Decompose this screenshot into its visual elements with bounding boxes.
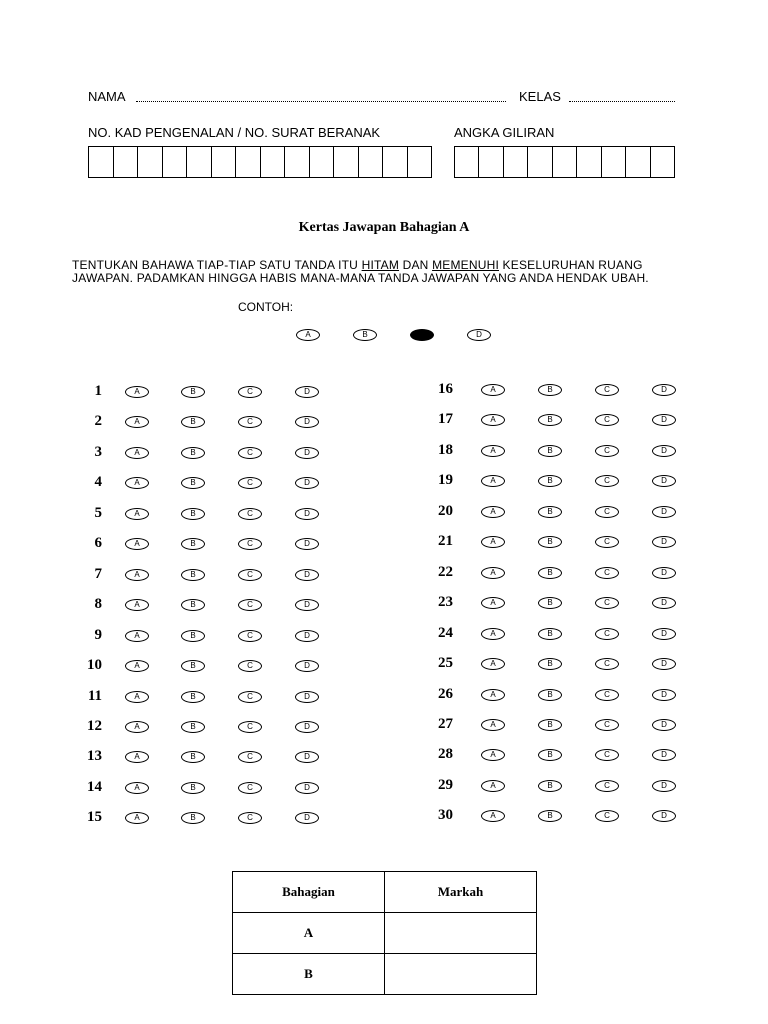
question-number: 27 (438, 716, 453, 732)
answer-bubble-d[interactable]: D (652, 597, 676, 609)
answer-bubble-c[interactable]: C (238, 630, 262, 642)
answer-bubble-a[interactable]: A (481, 597, 505, 609)
question-number: 20 (438, 503, 453, 519)
answer-bubble-b[interactable]: B (538, 719, 562, 731)
question-row (0, 503, 768, 523)
answer-bubble-d[interactable]: D (652, 810, 676, 822)
answer-bubble-b[interactable]: B (181, 751, 205, 763)
answer-bubble-a[interactable]: A (125, 508, 149, 520)
answer-bubble-d[interactable]: D (295, 599, 319, 611)
answer-bubble-a[interactable]: A (125, 569, 149, 581)
answer-bubble-b[interactable]: B (181, 416, 205, 428)
answer-bubble-b[interactable]: B (538, 780, 562, 792)
answer-bubble-a[interactable]: A (125, 447, 149, 459)
question-row (0, 625, 768, 645)
question-row (0, 716, 768, 736)
answer-bubble-c[interactable]: C (238, 569, 262, 581)
answer-bubble-a[interactable]: A (125, 538, 149, 550)
question-number: 18 (438, 442, 453, 458)
answer-bubble-d[interactable]: D (295, 721, 319, 733)
question-row (0, 777, 768, 797)
answer-bubble-b[interactable]: B (538, 658, 562, 670)
answer-bubble-d[interactable]: D (652, 445, 676, 457)
question-number: 15 (87, 809, 102, 825)
question-number: 9 (94, 627, 102, 643)
answer-bubble-d[interactable]: D (652, 689, 676, 701)
answer-bubble-a[interactable]: A (481, 445, 505, 457)
question-number: 29 (438, 777, 453, 793)
question-row (0, 411, 768, 431)
angka-giliran-boxes[interactable] (454, 146, 675, 178)
question-number: 14 (87, 779, 102, 795)
answer-bubble-c[interactable]: C (238, 721, 262, 733)
answer-bubble-d[interactable]: D (295, 416, 319, 428)
answer-bubble-d[interactable]: D (295, 477, 319, 489)
answer-bubble-b[interactable]: B (538, 384, 562, 396)
answer-bubble-b[interactable]: B (538, 414, 562, 426)
instruction-hitam: HITAM (361, 258, 400, 272)
ic-label: NO. KAD PENGENALAN / NO. SURAT BERANAK (88, 125, 381, 140)
answer-bubble-d[interactable]: D (652, 628, 676, 640)
kelas-field[interactable] (569, 89, 675, 102)
answer-bubble-a[interactable]: A (125, 660, 149, 672)
answer-bubble-d[interactable]: D (295, 812, 319, 824)
answer-bubble-d[interactable]: D (652, 475, 676, 487)
answer-bubble-a[interactable]: A (125, 812, 149, 824)
answer-bubble-c[interactable]: C (595, 628, 619, 640)
answer-bubble-d[interactable]: D (295, 691, 319, 703)
answer-bubble-c[interactable]: C (595, 810, 619, 822)
question-row (0, 472, 768, 492)
table-row (233, 913, 537, 954)
answer-bubble-a[interactable]: A (125, 721, 149, 733)
question-number: 22 (438, 564, 453, 580)
answer-bubble-a[interactable]: A (481, 810, 505, 822)
question-number: 5 (94, 505, 102, 521)
nama-field[interactable] (136, 89, 506, 102)
question-number: 16 (438, 381, 453, 397)
answer-bubble-c[interactable]: C (595, 780, 619, 792)
answer-bubble-b[interactable]: B (181, 630, 205, 642)
answer-bubble-d[interactable]: D (295, 660, 319, 672)
answer-bubble-b[interactable]: B (538, 567, 562, 579)
instruction-text: DAN (399, 258, 433, 272)
question-number: 4 (94, 474, 102, 490)
instruction-line-2: JAWAPAN. PADAMKAN HINGGA HABIS MANA-MANA TANDA JAWAPAN YANG ANDA HENDAK UBAH. (72, 271, 649, 285)
question-row (0, 807, 768, 827)
instruction-text: KESELURUHAN RUANG (499, 258, 643, 272)
answer-bubble-b[interactable]: B (538, 445, 562, 457)
answer-bubble-b[interactable]: B (181, 569, 205, 581)
answer-bubble-d[interactable]: D (295, 386, 319, 398)
answer-bubble-a[interactable]: A (125, 477, 149, 489)
answer-bubble-a[interactable]: A (481, 384, 505, 396)
answer-bubble-d[interactable]: D (652, 749, 676, 761)
question-number: 26 (438, 686, 453, 702)
page-title: Kertas Jawapan Bahagian A (298, 220, 470, 235)
answer-bubble-c[interactable]: C (595, 689, 619, 701)
question-number: 28 (438, 746, 453, 762)
question-row (0, 533, 768, 553)
kelas-label: KELAS (519, 89, 561, 104)
question-number: 24 (438, 625, 453, 641)
question-number: 13 (87, 748, 102, 764)
example-row (0, 329, 768, 343)
answer-bubble-b[interactable]: B (181, 691, 205, 703)
answer-bubble-d[interactable]: D (652, 414, 676, 426)
example-bubble: A (296, 329, 320, 341)
answer-bubble-d[interactable]: D (295, 508, 319, 520)
answer-bubble-d[interactable]: D (295, 569, 319, 581)
answer-bubble-c[interactable]: C (595, 749, 619, 761)
answer-bubble-d[interactable]: D (295, 538, 319, 550)
answer-bubble-b[interactable]: B (538, 475, 562, 487)
answer-bubble-a[interactable]: A (481, 689, 505, 701)
answer-bubble-c[interactable]: C (595, 597, 619, 609)
marks-table (232, 871, 537, 995)
column-header: Bahagian (233, 872, 385, 913)
question-number: 3 (94, 444, 102, 460)
answer-bubble-d[interactable]: D (652, 384, 676, 396)
marks-table-header (233, 872, 537, 913)
answer-bubble-c[interactable]: C (238, 386, 262, 398)
answer-bubble-c[interactable]: C (595, 475, 619, 487)
nama-label: NAMA (88, 89, 126, 104)
answer-bubble-b[interactable]: B (181, 721, 205, 733)
question-row (0, 686, 768, 706)
answer-bubble-b[interactable]: B (181, 812, 205, 824)
answer-bubble-c[interactable]: C (238, 477, 262, 489)
instruction-memenuhi: MEMENUHI (432, 258, 499, 272)
table-row (233, 954, 537, 995)
bahagian-cell: B (233, 954, 385, 995)
answer-bubble-a[interactable]: A (481, 414, 505, 426)
answer-bubble-c[interactable]: C (595, 506, 619, 518)
question-number: 21 (438, 533, 453, 549)
answer-bubble-a[interactable]: A (125, 782, 149, 794)
example-bubble: B (353, 329, 377, 341)
answer-bubble-a[interactable]: A (481, 536, 505, 548)
answer-bubble-a[interactable]: A (481, 658, 505, 670)
example-bubble: D (467, 329, 491, 341)
answer-bubble-d[interactable]: D (652, 719, 676, 731)
answer-bubble-b[interactable]: B (538, 749, 562, 761)
bahagian-cell: A (233, 913, 385, 954)
answer-bubble-d[interactable]: D (652, 780, 676, 792)
answer-bubble-a[interactable]: A (125, 599, 149, 611)
answer-bubble-b[interactable]: B (181, 660, 205, 672)
answer-bubble-b[interactable]: B (181, 508, 205, 520)
answer-bubble-c[interactable]: C (238, 751, 262, 763)
answer-bubble-d[interactable]: D (652, 536, 676, 548)
answer-bubble-b[interactable]: B (181, 477, 205, 489)
answer-bubble-c[interactable]: C (238, 447, 262, 459)
question-number: 19 (438, 472, 453, 488)
ic-number-boxes[interactable] (88, 146, 432, 178)
answer-bubble-d[interactable]: D (652, 567, 676, 579)
question-number: 12 (87, 718, 102, 734)
answer-bubble-c[interactable]: C (595, 536, 619, 548)
answer-bubble-a[interactable]: A (125, 416, 149, 428)
question-number: 10 (87, 657, 102, 673)
question-number: 23 (438, 594, 453, 610)
answer-bubble-b[interactable]: B (538, 506, 562, 518)
answer-bubble-d[interactable]: D (295, 630, 319, 642)
answer-bubble-a[interactable]: A (481, 567, 505, 579)
answer-bubble-a[interactable]: A (125, 630, 149, 642)
answer-bubble-d[interactable]: D (652, 506, 676, 518)
answer-bubble-c[interactable]: C (595, 567, 619, 579)
question-number: 11 (87, 688, 102, 704)
answer-bubble-d[interactable]: D (295, 751, 319, 763)
example-bubble-filled: C (410, 329, 434, 341)
answer-bubble-c[interactable]: C (595, 719, 619, 731)
answer-bubble-b[interactable]: B (181, 538, 205, 550)
question-row (0, 564, 768, 584)
answer-bubble-c[interactable]: C (238, 538, 262, 550)
answer-bubble-b[interactable]: B (538, 628, 562, 640)
answer-bubble-a[interactable]: A (125, 691, 149, 703)
answer-bubble-b[interactable]: B (538, 597, 562, 609)
answer-bubble-b[interactable]: B (181, 386, 205, 398)
answer-bubble-c[interactable]: C (595, 414, 619, 426)
question-row (0, 381, 768, 401)
answer-bubble-b[interactable]: B (181, 782, 205, 794)
question-row (0, 655, 768, 675)
question-number: 17 (438, 411, 453, 427)
instruction-line-1 (72, 258, 643, 272)
question-row (0, 746, 768, 766)
answer-bubble-a[interactable]: A (125, 386, 149, 398)
question-number: 25 (438, 655, 453, 671)
answer-bubble-a[interactable]: A (125, 751, 149, 763)
markah-cell[interactable] (385, 954, 537, 995)
answer-bubble-a[interactable]: A (481, 628, 505, 640)
answer-bubble-b[interactable]: B (538, 536, 562, 548)
answer-bubble-c[interactable]: C (595, 658, 619, 670)
answer-bubble-d[interactable]: D (295, 782, 319, 794)
answer-bubble-c[interactable]: C (238, 812, 262, 824)
answer-bubble-a[interactable]: A (481, 719, 505, 731)
answer-bubble-a[interactable]: A (481, 475, 505, 487)
instruction-text: TENTUKAN BAHAWA TIAP-TIAP SATU TANDA ITU (72, 258, 362, 272)
answer-bubble-d[interactable]: D (652, 658, 676, 670)
column-header: Markah (385, 872, 537, 913)
question-row (0, 594, 768, 614)
answer-bubble-c[interactable]: C (238, 660, 262, 672)
question-row (0, 442, 768, 462)
question-number: 7 (94, 566, 102, 582)
answer-bubble-c[interactable]: C (238, 599, 262, 611)
answer-bubble-c[interactable]: C (238, 508, 262, 520)
question-number: 30 (438, 807, 453, 823)
answer-bubble-c[interactable]: C (238, 691, 262, 703)
markah-cell[interactable] (385, 913, 537, 954)
example-label: CONTOH: (238, 300, 294, 314)
answer-bubble-b[interactable]: B (538, 810, 562, 822)
answer-bubble-c[interactable]: C (595, 445, 619, 457)
answer-bubble-a[interactable]: A (481, 780, 505, 792)
answer-bubble-a[interactable]: A (481, 506, 505, 518)
answer-bubble-c[interactable]: C (595, 384, 619, 396)
answer-bubble-d[interactable]: D (295, 447, 319, 459)
answer-bubble-c[interactable]: C (238, 416, 262, 428)
answer-bubble-b[interactable]: B (181, 599, 205, 611)
question-number: 8 (94, 596, 102, 612)
answer-bubble-c[interactable]: C (238, 782, 262, 794)
answer-bubble-b[interactable]: B (538, 689, 562, 701)
answer-bubble-a[interactable]: A (481, 749, 505, 761)
question-number: 1 (94, 383, 102, 399)
question-number: 6 (94, 535, 102, 551)
angka-giliran-label: ANGKA GILIRAN (454, 125, 555, 140)
question-number: 2 (94, 413, 102, 429)
answer-bubble-b[interactable]: B (181, 447, 205, 459)
